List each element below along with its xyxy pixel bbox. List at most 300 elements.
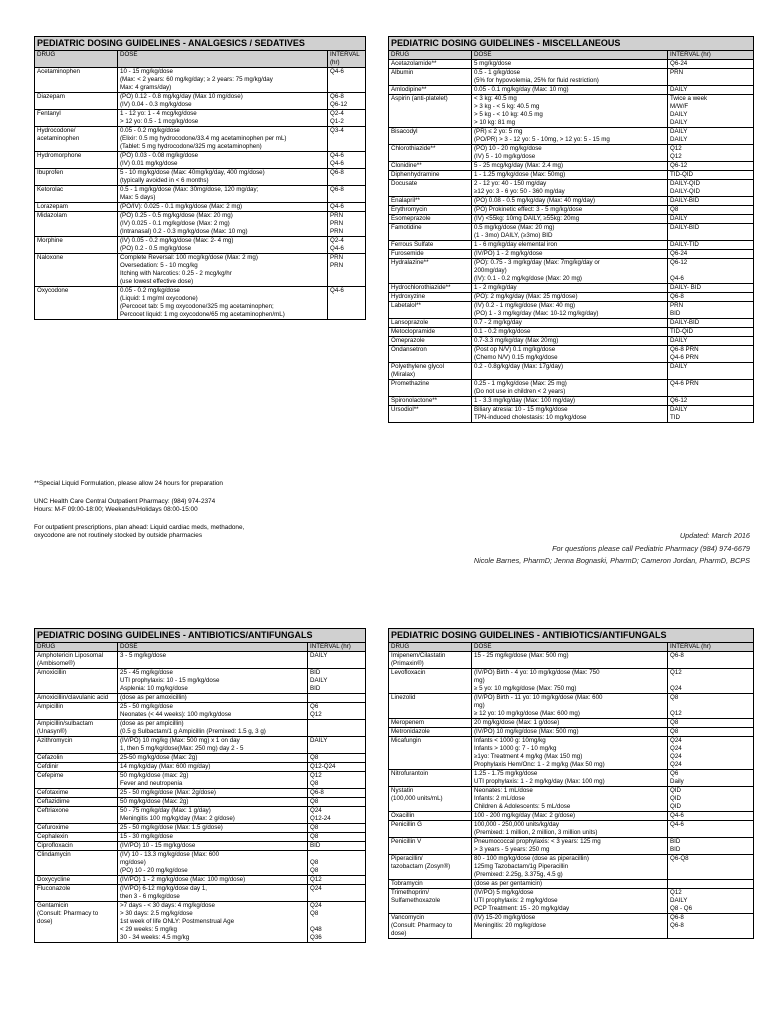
drug-line: Lansoprazole xyxy=(391,319,429,326)
interval-cell xyxy=(667,821,753,837)
drug-cell xyxy=(389,363,471,379)
drug-line: Acetazolamide** xyxy=(391,60,437,67)
dose-line: Itching with Narcotics: 0.25 - 2 mcg/kg/hr xyxy=(120,270,232,277)
table-row xyxy=(389,95,753,128)
interval-cell xyxy=(307,833,365,841)
table-title: PEDIATRIC DOSING GUIDELINES - ANALGESICS / SEDATIVES xyxy=(35,37,365,51)
drug-line: Meropenem xyxy=(391,719,425,726)
interval-line: Q24 xyxy=(670,737,682,744)
drug-cell xyxy=(389,328,471,336)
drug-line: (Primaxin®) xyxy=(391,660,424,667)
interval-cell xyxy=(307,669,365,693)
dose-cell xyxy=(471,224,667,240)
dose-cell xyxy=(117,254,327,286)
drug-cell xyxy=(389,284,471,292)
dose-line: (Chemo N/V) 0.15 mg/kg/dose xyxy=(474,354,558,361)
dose-line: 1 - 6 mg/kg/day elemental iron xyxy=(474,241,558,248)
interval-line: DAILY-QID xyxy=(670,188,700,195)
dose-cell xyxy=(117,203,327,211)
dose-line: PCP Treatment: 15 - 20 mg/kg/day xyxy=(474,905,570,912)
dose-line: (typically avoided in < 6 months) xyxy=(120,177,209,184)
dose-line: (Tablet: 5 mg hydrocodone/325 mg acetaminophen) xyxy=(120,143,262,150)
drug-line: Metoclopramide xyxy=(391,328,436,335)
header-interval: INTERVAL (hr) xyxy=(327,51,365,67)
dose-line: (dose as per gentamicin) xyxy=(474,880,543,887)
dose-line: 0.2 - 0.8g/kg/day (Max: 17g/day) xyxy=(474,363,564,370)
drug-line: Amphotericin Liposomal xyxy=(37,652,104,659)
drug-cell xyxy=(389,319,471,327)
dose-line: ≥ 5 yo: 10 mg/kg/dose (Max: 750 mg) xyxy=(474,685,577,692)
drug-cell xyxy=(35,824,117,832)
table-row xyxy=(389,812,753,821)
drug-line: Cefuroxime xyxy=(37,824,69,831)
interval-cell xyxy=(307,763,365,771)
table-row xyxy=(389,652,753,669)
interval-line: Q6-12 xyxy=(670,397,688,404)
table-row xyxy=(389,719,753,728)
interval-line: Q6-8 xyxy=(330,186,344,193)
dose-line: (IV/PO) 10 mg/kg (Max: 500 mg) x 1 on day xyxy=(120,737,240,744)
dose-line: 0.5 - 1 g/kg/dose xyxy=(474,69,521,76)
interval-line: Q6-8 xyxy=(670,293,684,300)
interval-line: Q1-2 xyxy=(330,118,344,125)
header-interval: INTERVAL (hr) xyxy=(667,643,753,651)
interval-line: Q24 xyxy=(310,885,322,892)
table-row xyxy=(35,902,365,942)
dose-cell xyxy=(471,162,667,170)
dose-line: (PO) 10 - 20 mg/kg/dose xyxy=(474,145,542,152)
dose-line: 25 - 50 mg/kg/dose (Max: 1.5 g/dose) xyxy=(120,824,223,831)
interval-line: Q4-6 xyxy=(330,203,344,210)
drug-line: Promethazine xyxy=(391,380,430,387)
interval-line: Q4-6 xyxy=(330,68,344,75)
dose-cell xyxy=(117,694,307,702)
drug-line: Chlorothiazide** xyxy=(391,145,436,152)
interval-cell xyxy=(667,737,753,769)
interval-line: DAILY-BID xyxy=(670,224,700,231)
pharmacy-phone: For questions please call Pediatric Pharmacy (984) 974-6679 xyxy=(552,543,750,553)
interval-cell xyxy=(307,720,365,736)
interval-cell xyxy=(667,60,753,68)
drug-line: (100,000 units/mL) xyxy=(391,795,443,802)
dose-line: > 30 days: 2.5 mg/kg/dose xyxy=(120,910,193,917)
interval-line: TID-QID xyxy=(670,328,694,335)
interval-cell xyxy=(307,754,365,762)
drug-cell xyxy=(389,145,471,161)
dose-line: 100,000 - 250,000 units/kg/day xyxy=(474,821,559,828)
table-row xyxy=(35,287,365,319)
interval-line: Q12-Q24 xyxy=(310,763,336,770)
dose-line: (IV): 0.1 - 0.2 mg/kg/dose (Max: 20 mg) xyxy=(474,275,582,282)
interval-line: DAILY xyxy=(670,215,688,222)
drug-line: Bisacodyl xyxy=(391,128,418,135)
dose-cell xyxy=(117,169,327,185)
table-row xyxy=(389,206,753,215)
drug-cell xyxy=(35,833,117,841)
table-row xyxy=(35,885,365,902)
table-row xyxy=(389,821,753,838)
dose-line: 0.5 - 1 mg/kg/dose (Max: 30mg/dose, 120 mg/day; xyxy=(120,186,259,193)
interval-line: Q6-Q8 xyxy=(670,855,689,862)
dose-line: < 3 kg: 40.5 mg xyxy=(474,95,517,102)
interval-line: Q12 xyxy=(670,145,682,152)
drug-cell xyxy=(35,127,117,151)
drug-line: Azithromycin xyxy=(37,737,73,744)
drug-cell xyxy=(389,241,471,249)
interval-cell xyxy=(667,224,753,240)
drug-line: Cephalexin xyxy=(37,833,68,840)
drug-line: (Miralax) xyxy=(391,371,416,378)
table-row xyxy=(389,60,753,69)
interval-line: Q4-6 xyxy=(330,160,344,167)
table-row xyxy=(35,842,365,851)
dose-cell xyxy=(117,287,327,319)
drug-cell xyxy=(35,851,117,875)
dose-line: 100 - 200 mg/kg/day (Max: 2 g/dose) xyxy=(474,812,576,819)
dose-cell xyxy=(471,293,667,301)
interval-cell xyxy=(307,703,365,719)
drug-line: Ibuprofen xyxy=(37,169,64,176)
drug-line: Penicillin V xyxy=(391,838,422,845)
table-row xyxy=(389,128,753,145)
dose-line: 200mg/day) xyxy=(474,267,507,274)
dose-line: (Max: < 2 years: 60 mg/kg/day; ≥ 2 years: 75 mg/kg/day xyxy=(120,76,273,83)
interval-cell xyxy=(327,254,365,286)
table-row xyxy=(389,669,753,694)
drug-line: Ursodiol** xyxy=(391,406,419,413)
drug-line: Metronidazole xyxy=(391,728,430,735)
dose-cell xyxy=(117,824,307,832)
interval-cell xyxy=(667,171,753,179)
interval-line: QID xyxy=(670,795,682,802)
drug-cell xyxy=(35,772,117,788)
dose-line: Max: 4 grams/day) xyxy=(120,84,172,91)
dose-line: (PO): 2 mg/kg/day (Max: 25 mg/dose) xyxy=(474,293,578,300)
dose-line: 20 mg/kg/dose (Max: 1 g/dose) xyxy=(474,719,560,726)
drug-line: Hydrocodone/ xyxy=(37,127,76,134)
drug-cell xyxy=(389,737,471,769)
drug-line: (Ambisome®) xyxy=(37,660,75,667)
dose-cell xyxy=(117,737,307,753)
dose-line: 50 mg/kg/dose (Max: 2g) xyxy=(120,798,189,805)
table-row xyxy=(35,703,365,720)
dose-line: (IV/PO) 5 mg/kg/dose xyxy=(474,889,534,896)
drug-line: Ciprofloxacin xyxy=(37,842,73,849)
table-row xyxy=(35,169,365,186)
interval-line: Q8 - Q6 xyxy=(670,905,693,912)
interval-line: Q6-12 xyxy=(670,259,688,266)
dose-cell xyxy=(471,728,667,736)
dose-line: 14 mg/kg/day (Max: 600 mg/day) xyxy=(120,763,211,770)
drug-line: Micafungin xyxy=(391,737,421,744)
dose-cell xyxy=(471,397,667,405)
drug-cell xyxy=(389,302,471,318)
dose-line: > 5 kg - < 10 kg: 40.5 mg xyxy=(474,111,543,118)
drug-cell xyxy=(389,60,471,68)
dose-cell xyxy=(471,197,667,205)
drug-cell xyxy=(35,186,117,202)
dose-line: (IV) 0.04 - 0.3 mg/kg/dose xyxy=(120,101,192,108)
dose-line: 15 - 30 mg/kg/dose xyxy=(120,833,173,840)
drug-line: Ceftriaxone xyxy=(37,807,69,814)
dose-line: Asplenia: 10 mg/kg/dose xyxy=(120,685,188,692)
interval-line: QID xyxy=(670,803,682,810)
drug-cell xyxy=(35,763,117,771)
interval-line: Q6-8 xyxy=(670,922,684,929)
table-row xyxy=(35,763,365,772)
dose-line: 1st week of life ONLY: Postmenstrual Age xyxy=(120,918,235,925)
interval-cell xyxy=(307,851,365,875)
dose-cell xyxy=(117,842,307,850)
dose-cell xyxy=(471,737,667,769)
dose-line: (PO/IV): 0.025 - 0.1 mg/kg/dose (Max: 2 mg) xyxy=(120,203,243,210)
dose-line: 1 - 3.3 mg/kg/day (Max: 100 mg/day) xyxy=(474,397,576,404)
drug-line: Esomeprazole xyxy=(391,215,431,222)
dose-cell xyxy=(117,669,307,693)
table-row xyxy=(389,914,753,938)
drug-line: Ceftazidime xyxy=(37,798,70,805)
drug-line: Vancomycin xyxy=(391,914,425,921)
interval-line: Daily xyxy=(670,778,684,785)
dose-cell xyxy=(471,284,667,292)
interval-cell xyxy=(307,789,365,797)
dose-line: 25-50 mg/kg/dose (Max: 2g) xyxy=(120,754,198,761)
drug-cell xyxy=(389,787,471,811)
table-row xyxy=(389,363,753,380)
interval-line: PRN xyxy=(670,302,684,309)
dose-line: Meningitis 100 mg/kg/day (Max: 2 g/dose) xyxy=(120,815,235,822)
dose-line: Pneumococcal prophylaxis: < 3 years: 125 mg xyxy=(474,838,601,845)
drug-line: Piperacillin/ xyxy=(391,855,423,862)
interval-line: Q6-24 xyxy=(670,60,688,67)
dose-cell xyxy=(117,127,327,151)
dose-line: (PO) 0.03 - 0.08 mg/kg/dose xyxy=(120,152,199,159)
table-row xyxy=(389,346,753,363)
dose-line: (IV/PO) 6-12 mg/kg/dose day 1, xyxy=(120,885,208,892)
dose-line: (1 - 3mo) DAILY, (≥3mo) BID xyxy=(474,232,553,239)
drug-line: Enalapril** xyxy=(391,197,420,204)
dose-line: > 12 yo: 0.5 - 1 mcg/kg/dose xyxy=(120,118,199,125)
dose-line: Neonates: 1 mL/dose xyxy=(474,787,533,794)
dose-line: (PO) 0.25 - 0.5 mg/kg/dose (Max: 20 mg) xyxy=(120,212,233,219)
table-title: PEDIATRIC DOSING GUIDELINES - ANTIBIOTICS/ANTIFUNGALS xyxy=(35,629,365,643)
interval-line: M/W/F xyxy=(670,103,689,110)
special-formulation-note: **Special Liquid Formulation, please allow 24 hours for preparation xyxy=(34,480,223,487)
dose-cell xyxy=(117,833,307,841)
interval-line: Q4-6 PRN xyxy=(670,354,699,361)
interval-cell xyxy=(667,162,753,170)
table-row xyxy=(35,652,365,669)
interval-line: Q3-4 xyxy=(330,127,344,134)
dose-line: 10 - 15 mg/kg/dose xyxy=(120,68,173,75)
interval-cell xyxy=(307,694,365,702)
dose-cell xyxy=(117,68,327,92)
interval-line: BID xyxy=(310,669,321,676)
drug-cell xyxy=(389,69,471,85)
drug-cell xyxy=(35,798,117,806)
interval-line: PRN xyxy=(330,254,344,261)
table-row xyxy=(389,86,753,95)
dose-cell xyxy=(471,337,667,345)
table-row xyxy=(35,807,365,824)
dose-line: 0.05 - 0.2 mg/kg/dose xyxy=(120,287,180,294)
drug-cell xyxy=(389,95,471,127)
dose-line: UTI prophylaxis: 10 - 15 mg/kg/dose xyxy=(120,677,220,684)
dose-cell xyxy=(117,851,307,875)
drug-cell xyxy=(389,162,471,170)
drug-cell xyxy=(35,212,117,236)
table-row xyxy=(35,694,365,703)
interval-line: DAILY xyxy=(670,86,688,93)
dose-cell xyxy=(471,812,667,820)
interval-line: Q6-8 xyxy=(330,169,344,176)
interval-line: TID xyxy=(670,414,680,421)
interval-line: Q8 xyxy=(670,728,679,735)
interval-line: TID-QID xyxy=(670,171,694,178)
dose-cell xyxy=(471,787,667,811)
interval-cell xyxy=(667,380,753,396)
dose-cell xyxy=(117,789,307,797)
table-row xyxy=(389,889,753,914)
drug-cell xyxy=(389,728,471,736)
interval-line: Q4-6 xyxy=(670,812,684,819)
interval-line: PRN xyxy=(330,262,344,269)
drug-line: Oxycodone xyxy=(37,287,69,294)
drug-cell xyxy=(35,885,117,901)
drug-line: Midazolam xyxy=(37,212,67,219)
dose-line: Percocet liquid: 1 mg oxycodone/65 mg acetaminophen/mL) xyxy=(120,311,285,318)
drug-cell xyxy=(389,889,471,913)
drug-line: Clindamycin xyxy=(37,851,71,858)
drug-cell xyxy=(35,876,117,884)
table-row xyxy=(35,669,365,694)
drug-cell xyxy=(389,206,471,214)
drug-cell xyxy=(389,406,471,422)
dose-line: 25 - 50 mg/kg/dose (Max: 2g/dose) xyxy=(120,789,216,796)
table-row xyxy=(35,212,365,237)
interval-cell xyxy=(327,237,365,253)
interval-line: DAILY-BID xyxy=(670,197,700,204)
interval-line: Q6 xyxy=(670,770,679,777)
authors: Nicole Barnes, PharmD; Jenna Bognaski, PharmD; Cameron Jordan, PharmD, BCPS xyxy=(473,556,750,565)
interval-cell xyxy=(667,914,753,938)
dose-line: (dose as per amoxicillin) xyxy=(120,694,187,701)
interval-cell xyxy=(307,902,365,942)
table-row xyxy=(35,110,365,127)
interval-cell xyxy=(327,127,365,151)
dose-line: ≥1yo: Treatment 4 mg/kg (Max 150 mg) xyxy=(474,753,583,760)
interval-line: DAILY xyxy=(310,652,328,659)
drug-line: Fentanyl xyxy=(37,110,61,117)
drug-line: Docusate xyxy=(391,180,418,187)
dose-line: Prophylaxis Hem/Onc: 1 - 2 mg/kg (Max 50 mg) xyxy=(474,761,605,768)
drug-cell xyxy=(35,254,117,286)
table-row xyxy=(389,302,753,319)
dose-line: (Premixed: 1 million, 2 million, 3 million units) xyxy=(474,829,598,836)
drug-cell xyxy=(389,180,471,196)
interval-line: Q4-6 PRN xyxy=(670,380,699,387)
table-row xyxy=(35,772,365,789)
interval-line: Q12 xyxy=(670,669,682,676)
interval-cell xyxy=(667,284,753,292)
drug-cell xyxy=(35,842,117,850)
dose-line: (Post op N/V) 0.1 mg/kg/dose xyxy=(474,346,556,353)
dose-line: 1, then 5 mg/kg/dose(Max: 250 mg) day 2 - 5 xyxy=(120,745,244,752)
interval-line: BID xyxy=(670,846,681,853)
dose-cell xyxy=(117,703,307,719)
interval-line: DAILY xyxy=(670,406,688,413)
dose-cell xyxy=(471,250,667,258)
interval-cell xyxy=(667,86,753,94)
interval-line xyxy=(670,880,751,888)
interval-cell xyxy=(667,397,753,405)
interval-line: Q24 xyxy=(310,902,322,909)
dose-line: 3 - 5 mg/kg/dose xyxy=(120,652,167,659)
drug-line: Spironolactone** xyxy=(391,397,438,404)
interval-line: BID xyxy=(670,838,681,845)
dose-cell xyxy=(471,328,667,336)
interval-line: Q6-8 PRN xyxy=(670,346,699,353)
dose-line: Biliary atresia: 10 - 15 mg/kg/dose xyxy=(474,406,568,413)
dose-line: (PO) 1 - 3 mg/kg/day (Max: 10-12 mg/kg/day) xyxy=(474,310,599,317)
drug-cell xyxy=(35,237,117,253)
drug-line: Labetalol** xyxy=(391,302,421,309)
drug-line: Lorazepam xyxy=(37,203,68,210)
dose-line: > 3 kg - < 5 kg: 40.5 mg xyxy=(474,103,540,110)
outpatient-note: For outpatient prescriptions, plan ahead: Liquid cardiac meds, methadone, oxycodone are not routinely stocked by outside pharmacies xyxy=(34,523,245,540)
update-info xyxy=(386,530,750,568)
dose-cell xyxy=(471,180,667,196)
dose-cell xyxy=(471,380,667,396)
drug-cell xyxy=(389,380,471,396)
table-row xyxy=(389,197,753,206)
interval-cell xyxy=(667,406,753,422)
drug-cell xyxy=(35,694,117,702)
interval-cell xyxy=(667,346,753,362)
drug-line: (Consult: Pharmacy to xyxy=(37,910,99,917)
interval-cell xyxy=(667,812,753,820)
dose-cell xyxy=(117,652,307,668)
interval-cell xyxy=(667,319,753,327)
interval-cell xyxy=(307,807,365,823)
interval-line: Q12 xyxy=(670,889,682,896)
interval-line: Q6-8 xyxy=(310,789,324,796)
drug-cell xyxy=(389,821,471,837)
dose-cell xyxy=(117,807,307,823)
dose-line: (PO) 0.2 - 0.5 mg/kg/dose xyxy=(120,245,192,252)
interval-cell xyxy=(667,180,753,196)
dose-cell xyxy=(471,95,667,127)
dose-line: 0.7-3.3 mg/kg/day (Max 20mg) xyxy=(474,337,559,344)
dose-line: 1 - 1.25 mg/kg/dose (Max: 50mg) xyxy=(474,171,566,178)
footnotes xyxy=(34,480,364,550)
interval-line: Q4-6 xyxy=(330,287,344,294)
dose-line: Meningitis: 20 mg/kg/dose xyxy=(474,922,546,929)
table-title: PEDIATRIC DOSING GUIDELINES - ANTIBIOTICS/ANTIFUNGALS xyxy=(389,629,753,643)
interval-cell xyxy=(667,694,753,718)
table-row xyxy=(389,787,753,812)
interval-line: BID xyxy=(310,685,321,692)
drug-line: Doxycycline xyxy=(37,876,71,883)
header-dose: DOSE xyxy=(471,643,667,651)
dose-line: TPN-induced cholestasis: 10 mg/kg/dose xyxy=(474,414,587,421)
drug-cell xyxy=(389,914,471,938)
dose-line: > 3 years - 5 years: 250 mg xyxy=(474,846,550,853)
interval-line: Q8 xyxy=(310,833,319,840)
dose-cell xyxy=(471,259,667,283)
interval-line: Q6-12 xyxy=(330,101,348,108)
table-row xyxy=(389,215,753,224)
